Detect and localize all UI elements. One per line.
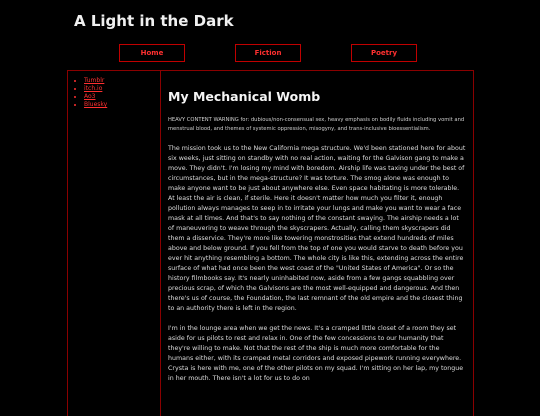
content-warning: HEAVY CONTENT WARNING for: dubious/non-consensual sex, heavy emphasis on bodily fluids including vomit and menstrual blood, and themes of systemic oppression, misogyny, and trans-inclusive bioessentialism. bbox=[168, 117, 465, 132]
nav-home-link[interactable]: Home bbox=[119, 44, 185, 62]
content-frame bbox=[67, 70, 474, 416]
post-title: My Mechanical Womb bbox=[168, 89, 321, 104]
sidebar-link-list bbox=[68, 77, 160, 109]
sidebar-item-bluesky bbox=[84, 101, 160, 109]
story-paragraph: I'm in the lounge area when we get the news. It's a cramped little closet of a room they set aside for us pilots to rest and relax in. One of the few concessions to our humanity that they're willing to make. Not that the rest of the ship is much more comfortable for the humans either, with its cramped metal corridors and exposed pipework running everywhere. Crysta is here with me, one of the other pilots on my squad. I'm sitting on her lap, my tongue in her mouth. There isn't a lot for us to do on bbox=[168, 325, 464, 382]
sidebar bbox=[68, 71, 161, 416]
sidebar-item-tumblr bbox=[84, 77, 160, 85]
nav-fiction-link[interactable]: Fiction bbox=[235, 44, 301, 62]
nav-poetry-link[interactable]: Poetry bbox=[351, 44, 417, 62]
sidebar-item-itchio bbox=[84, 85, 160, 93]
tumblr-link[interactable]: Tumblr bbox=[84, 77, 105, 84]
story-paragraph: The mission took us to the New California mega structure. We'd been stationed here for about six weeks, just sitting on standby with no real action, waiting for the Galvison gang to make a move. They didn't. I'm losing my mind with boredom. Airship life was taxing under the best of circumstances, but in the mega-structure? It was torture. The smog alone was enough to make anyone want to be just about anywhere else. Even space habitating is more tolerable. At least the air is clean, if sterile. Here it doesn't matter how much you filter it, enough pollution always manages to seep in to irritate your lungs and make you want to wear a face mask at all times. And that's to say nothing of the constant swaying. The airship needs a lot of maneuvering to weave through the skyscrapers. Actually, calling them skyscrapers did them a disservice. They're more like towering monstrosities that extend hundreds of miles above and below ground. If you fell from the top of one you would starve to death before you ever hit anything resembling a bottom. The whole city is like this, extending across the entire surface of what had once been the west coast of the "United States of America". Or so the history filmbooks say. It's nearly uninhabited now, aside from a few gangs squabbling over precious scrap, of which the Galvisons are the most well-equipped and dangerous. And then there's us of course, the Foundation, the last remnant of the old empire and the closest thing to an authority there is left in the region. bbox=[168, 145, 466, 312]
main-content bbox=[168, 71, 466, 384]
site-title: A Light in the Dark bbox=[74, 12, 234, 30]
itchio-link[interactable]: itch.io bbox=[84, 85, 103, 92]
sidebar-item-ao3 bbox=[84, 93, 160, 101]
ao3-link[interactable]: Ao3 bbox=[84, 93, 96, 100]
bluesky-link[interactable]: Bluesky bbox=[84, 101, 108, 108]
top-nav bbox=[0, 44, 540, 62]
